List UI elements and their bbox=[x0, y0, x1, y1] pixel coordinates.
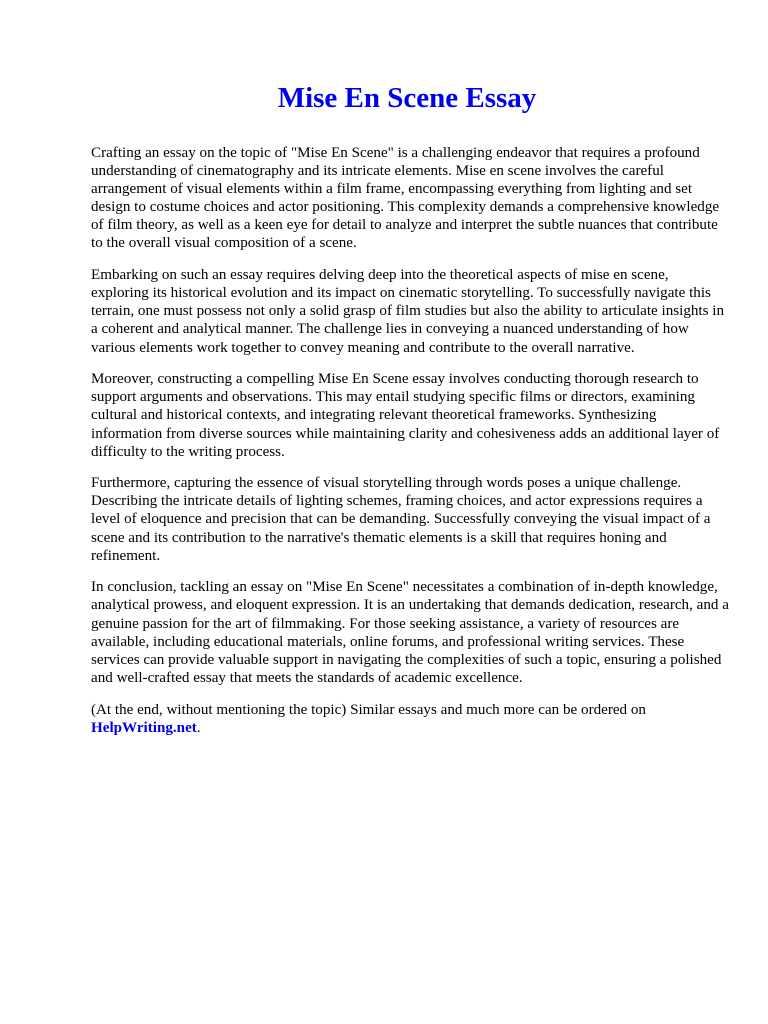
helpwriting-link[interactable]: HelpWriting.net bbox=[91, 719, 197, 736]
closing-paragraph bbox=[91, 701, 729, 737]
paragraph-5: In conclusion, tackling an essay on "Mise En Scene" necessitates a combination of in-depth knowledge, analytical prowess, and eloquent expression. It is an undertaking that demands dedication, research, and a genuine passion for the art of filmmaking. For those seeking assistance, a variety of resources are available, including educational materials, online forums, and professional writing services. These services can provide valuable support in navigating the complexities of such a topic, ensuring a polished and well-crafted essay that meets the standards of academic excellence. bbox=[91, 579, 729, 686]
paragraph-1: Crafting an essay on the topic of "Mise En Scene" is a challenging endeavor that requires a profound understanding of cinematography and its intricate elements. Mise en scene involves the careful arrangement of visual elements within a film frame, encompassing everything from lighting and set design to costume choices and actor positioning. This complexity demands a comprehensive knowledge of film theory, as well as a keen eye for detail to analyze and interpret the subtle nuances that contribute to the overall visual composition of a scene. bbox=[91, 145, 720, 252]
paragraph-3: Moreover, constructing a compelling Mise En Scene essay involves conducting thorough research to support arguments and observations. This may entail studying specific films or directors, examining cultural and historical contexts, and integrating relevant theoretical frameworks. Synthesizing information from diverse sources while maintaining clarity and cohesiveness adds an additional layer of difficulty to the writing process. bbox=[91, 371, 720, 460]
closing-text: (At the end, without mentioning the topic) Similar essays and much more can be ordered on bbox=[91, 701, 646, 718]
document-body bbox=[91, 144, 729, 737]
paragraph-4: Furthermore, capturing the essence of visual storytelling through words poses a unique challenge. Describing the intricate details of lighting schemes, framing choices, and actor expressions requires a level of eloquence and precision that can be demanding. Successfully conveying the visual impact of a scene and its contribution to the narrative's thematic elements is a skill that requires honing and refinement. bbox=[91, 475, 711, 564]
paragraph-2: Embarking on such an essay requires delving deep into the theoretical aspects of mise en scene, exploring its historical evolution and its impact on cinematic storytelling. To successfully navigate this terrain, one must possess not only a solid grasp of film studies but also the ability to articulate insights in a coherent and analytical manner. The challenge lies in conveying a nuanced understanding of how various elements work together to convey meaning and contribute to the overall narrative. bbox=[91, 267, 725, 356]
document-title: Mise En Scene Essay bbox=[277, 82, 537, 114]
closing-suffix: . bbox=[196, 719, 201, 736]
